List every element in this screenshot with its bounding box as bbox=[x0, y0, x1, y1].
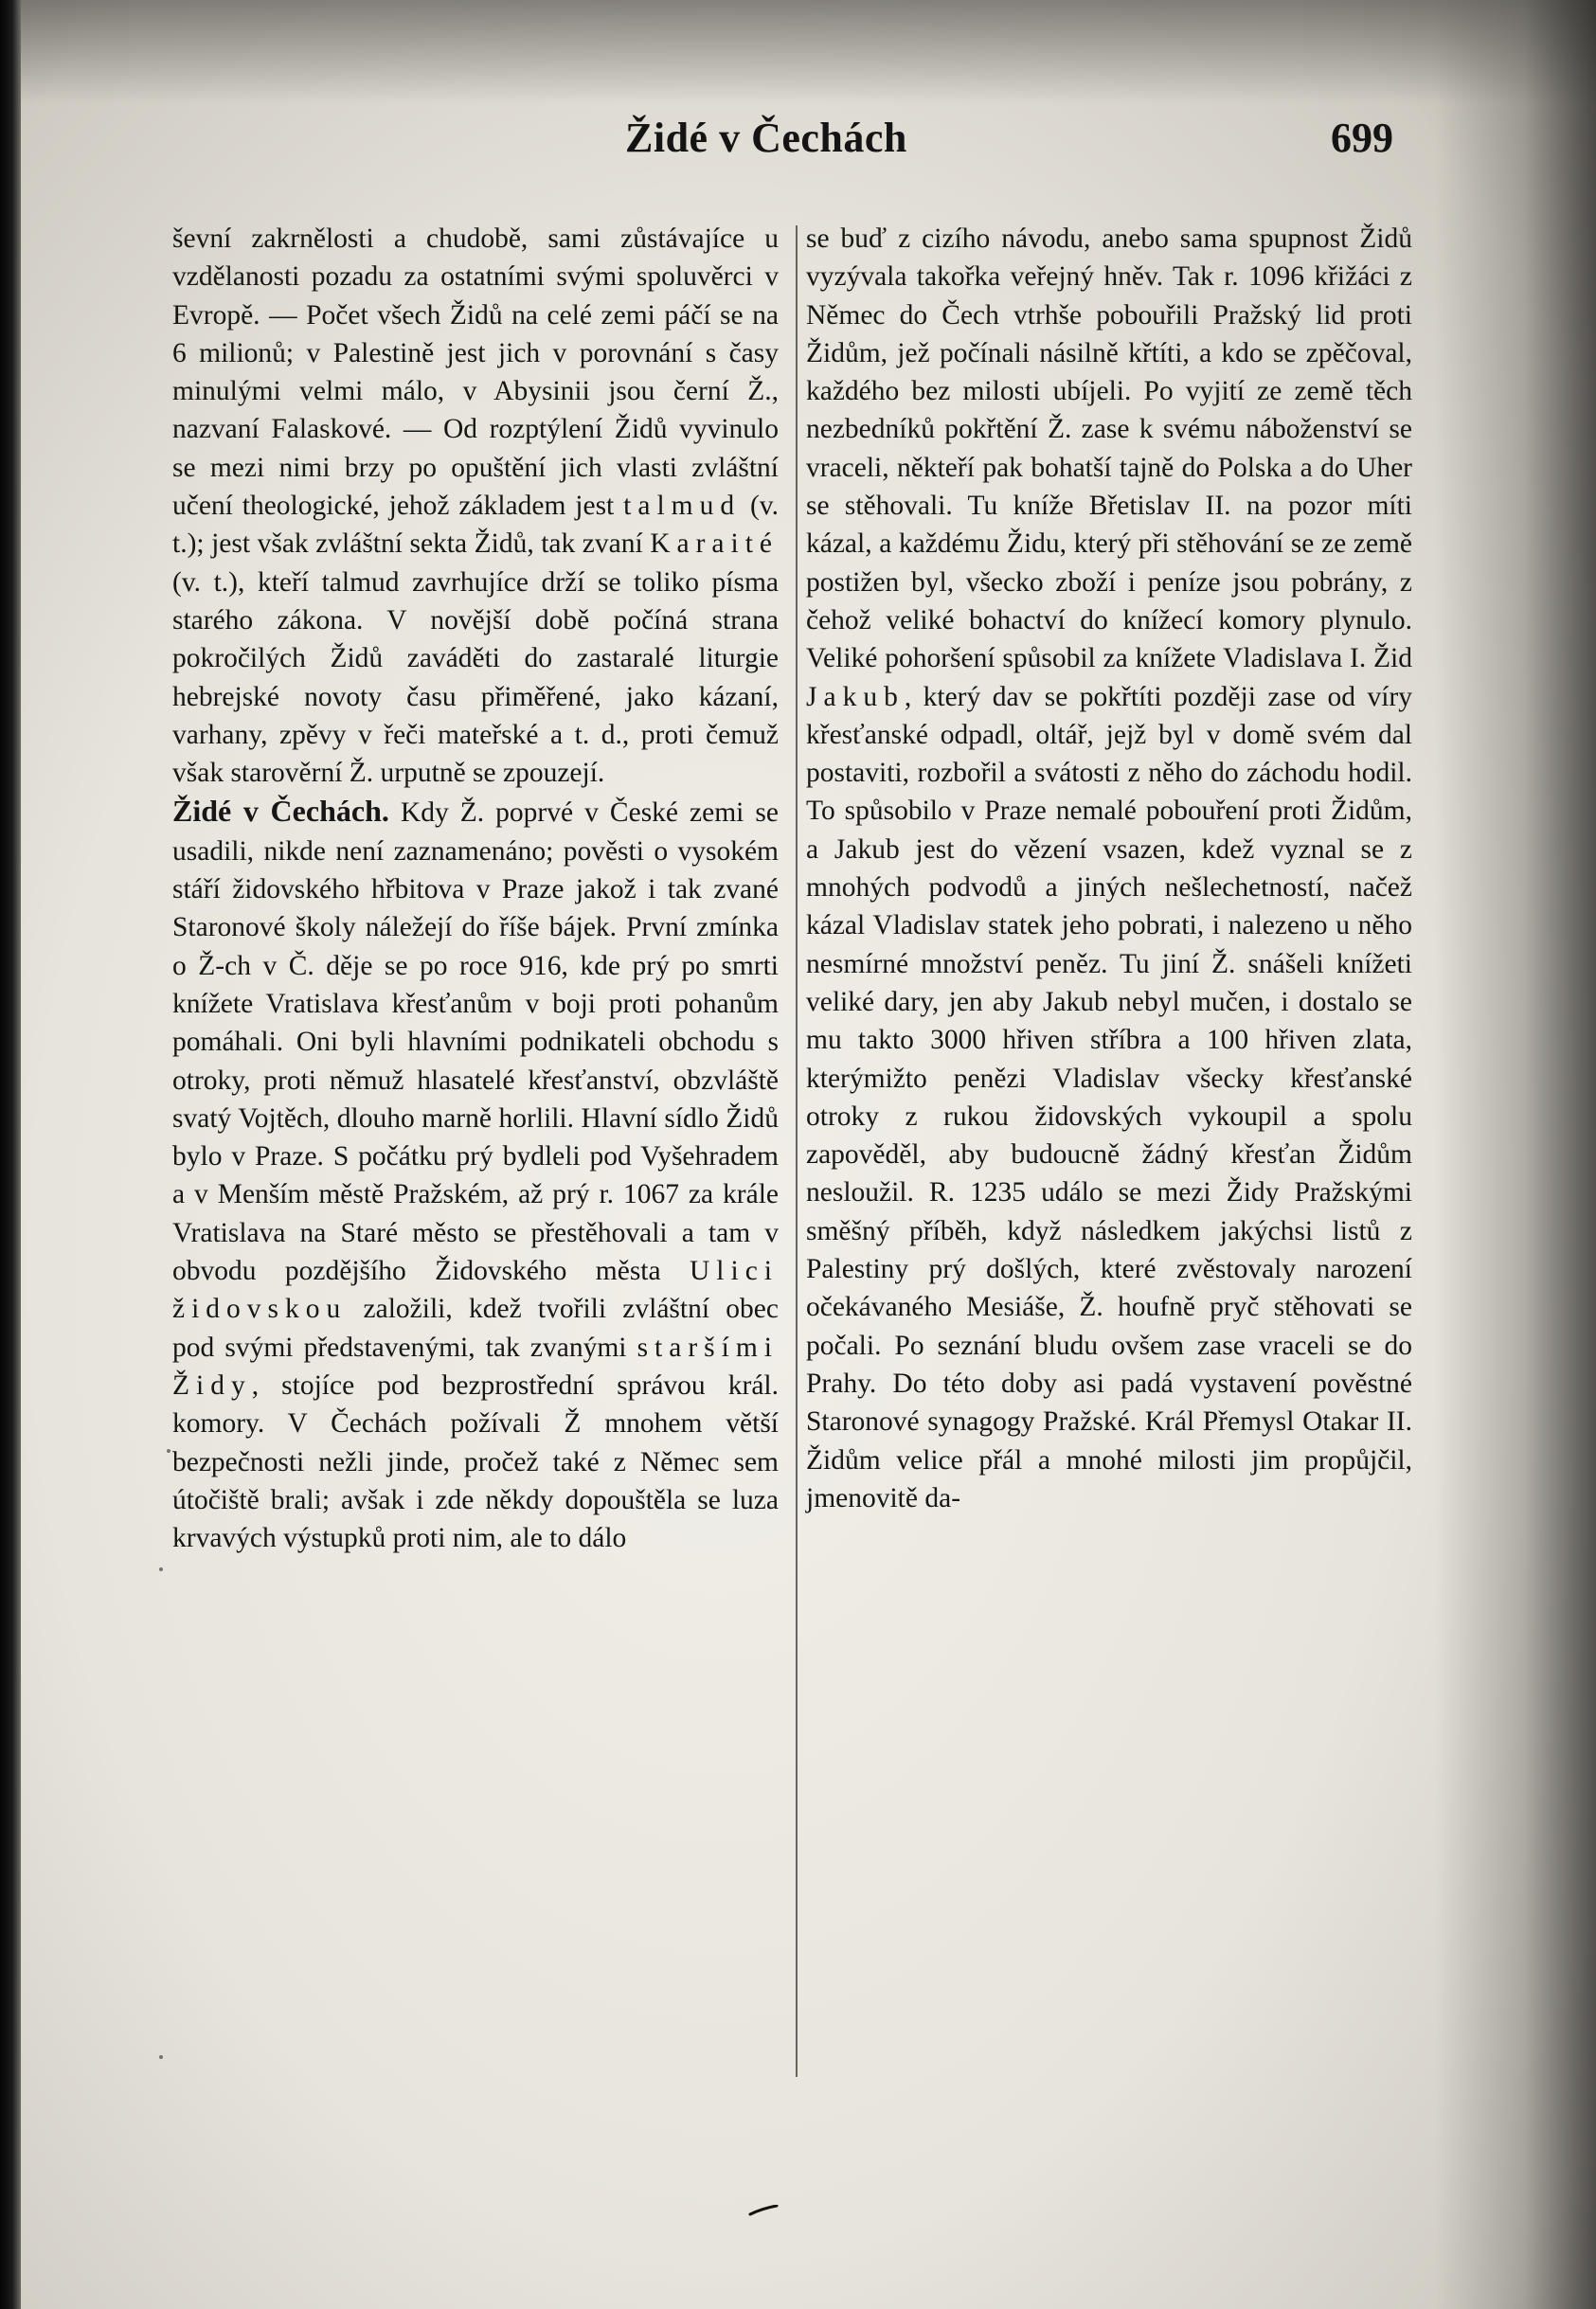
emphasis-ulice: Ulici židovskou bbox=[172, 1256, 779, 1325]
text-run: založili, kdež tvořili zvláštní obec pod svými představenými, tak zvanými bbox=[172, 1294, 779, 1363]
page-number: 699 bbox=[1331, 115, 1393, 161]
left-column-text bbox=[172, 220, 779, 792]
text-run: , který dav se pokřtíti později zase od víry křesťanské odpadl, oltář, jejž byl v domě svém dal postaviti, rozbořil a svátosti z něho do záchodu hodil. To spůsobilo v Praze nemalé pobouření proti Židům, a Jakub jest do vězení vsazen, kdež vyznal se z mnohých podvodů a jiných nešlechetností, načež kázal Vladislav statek jeho pobrati, i nalezeno u něho nesmírné množství peněz. Tu jiní Ž. snášeli knížeti veliké dary, jen aby Jakub nebyl mučen, i dostalo se mu takto 3000 hřiven stříbra a 100 hřiven zlata, kterýmižto penězi Vladislav všecky křesťanské otroky z rukou židovských vykoupil a spolu zapověděl, aby budoucně žádný křesťan Židům nesloužil. R. 1235 událo se mezi Židy Pražskými směšný příběh, když následkem jakýchsi listů z Palestiny prý došlých, které zvěstovaly narození očekávaného Mesiáše, Ž. houfně pryč stěhovati se počali. Po seznání bludu ovšem zase vraceli se do Prahy. Do této doby asi padá vystavení pověstné Staronové synagogy Pražské. Král Přemysl Otakar II. Židům velice přál a mnohé milosti jim propůjčil, jmenovitě da- bbox=[806, 681, 1412, 1513]
left-column bbox=[172, 220, 779, 1557]
entry-heading: Židé v Čechách. bbox=[172, 794, 389, 829]
running-head-title: Židé v Čechách bbox=[625, 115, 907, 161]
text-run: ševní zakrnělosti a chudobě, sami zůstávajíce u vzdělanosti pozadu za ostatními svými spoluvěrci v Evropě. — Počet všech Židů na celé zemi páčí se na 6 milionů; v Palestině jest jich v porovnání s časy minulými velmi málo, v Abysinii jsou černí Ž., nazvaní Falaskové. — Od rozptýlení Židů vyvinulo se mezi nimi brzy po opuštění jich vlasti zvláštní učení theologické, jehož základem jest bbox=[172, 224, 779, 522]
emphasis-karaite: Karaité bbox=[650, 528, 779, 560]
binding-edge bbox=[0, 0, 21, 2309]
right-column bbox=[806, 220, 1412, 1517]
right-edge-shadow bbox=[1435, 0, 1596, 2309]
ink-smudge-mark bbox=[748, 2205, 779, 2216]
dust-speck bbox=[167, 1449, 170, 1453]
text-run: se buď z cizího návodu, anebo sama spupnost Židů vyzývala takořka veřejný hněv. Tak r. 1096 křižáci z Němec do Čech vtrhše pobouřili Pražský lid proti Židům, jež počínali násilně křtíti, a kdo se zpěčoval, každého bez milosti ubíjeli. Po vyjití ze země těch nezbedníků pokřtění Ž. zase k svému náboženství se vraceli, někteří pak bohatší tajně do Polska a do Uher se stěhovali. Tu kníže Břetislav II. na pozor míti kázal, a každému Židu, který při stěhování se ze země postižen byl, všecko zboží i peníze jsou pobrány, z čehož veliké bohactví do knížecí komory plynulo. Veliké pohoršení spůsobil za knížete Vladislava I. Žid bbox=[806, 224, 1412, 674]
dust-speck bbox=[159, 1567, 163, 1571]
column-divider bbox=[796, 225, 798, 2077]
text-run: Kdy Ž. poprvé v České zemi se usadili, nikde není zaznamenáno; pověsti o vysokém stáří židovského hřbitova v Praze jakož i tak zvané Staronové školy náležejí do říše bájek. První zmínka o Ž-ch v Č. děje se po roce 916, kde prý po smrti knížete Vratislava křesťanům v boji proti pohanům pomáhali. Oni byli hlavními podnikateli obchodu s otroky, proti němuž hlasatelé křesťanství, obzvláště svatý Vojtěch, dlouho marně horlili. Hlavní sídlo Židů bylo v Praze. S počátku prý bydleli pod Vyšehradem a v Menším městě Pražském, až prý r. 1067 za krále Vratislava na Staré město se přestěhovali a tam v obvodu pozdějšího Židovského města bbox=[172, 797, 779, 1287]
text-run: , stojíce pod bezprostřední správou král. komory. V Čechách požívali Ž mnohem větší bezpečnosti nežli jinde, pročež také z Němec sem útočiště brali; avšak i zde někdy dopouštěla se luza krvavých výstupků proti nim, ale to dálo bbox=[172, 1369, 779, 1554]
top-edge-shadow bbox=[0, 0, 1596, 104]
entry-paragraph bbox=[172, 792, 779, 1557]
right-column-text bbox=[806, 220, 1412, 1517]
running-head bbox=[0, 114, 1596, 180]
emphasis-jakub: Jakub bbox=[806, 681, 905, 712]
text-run: (v. t.), kteří talmud zavrhujíce drží se toliko písma starého zákona. V novější době počíná strana pokročilých Židů zaváděti do zastaralé liturgie hebrejské novoty času přiměřené, jako kázaní, varhany, zpěvy v řeči mateřské a t. d., proti čemuž však starověrní Ž. urputně se zpouzejí. bbox=[172, 566, 779, 789]
emphasis-talmud: talmud bbox=[623, 491, 742, 522]
emphasis-starsi-zide: staršími Židy bbox=[172, 1332, 779, 1401]
text-run: (v. t.); jest však zvláštní sekta Židů, tak zvaní bbox=[172, 491, 780, 560]
dust-speck bbox=[159, 2055, 163, 2059]
